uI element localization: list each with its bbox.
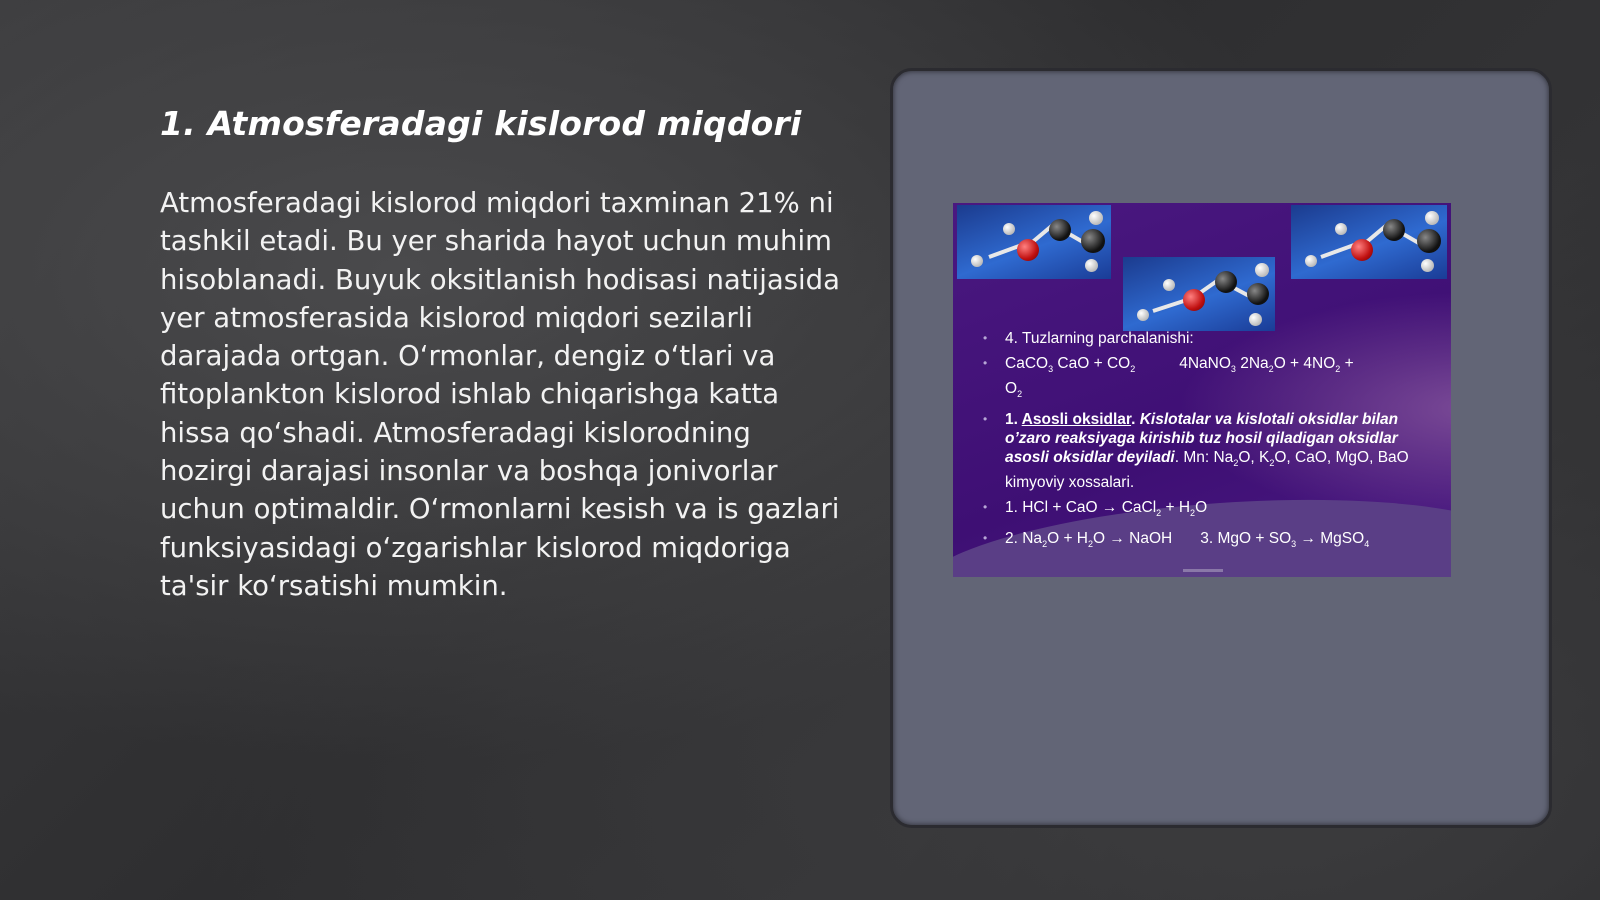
subscript: 2 <box>1017 389 1023 400</box>
slide-progress-mark <box>1183 569 1223 572</box>
formula-text: 2. Na <box>1005 530 1043 548</box>
subscript: 2 <box>1088 539 1094 550</box>
formula-text: O <box>1005 380 1018 398</box>
formula-text: O, CaO, MgO, BaO kimyoviy xossalari. <box>1005 449 1409 492</box>
subscript: 4 <box>1364 539 1370 550</box>
formula-text: 3. MgO + SO <box>1200 530 1292 548</box>
list-item <box>975 354 1435 404</box>
formula-text: Na <box>1213 449 1234 467</box>
formula-text: 4NaNO <box>1179 355 1231 372</box>
subscript: 3 <box>1230 364 1236 375</box>
bullet-number: 1. <box>1005 411 1022 429</box>
molecule-image <box>957 205 1111 279</box>
image-card <box>890 68 1552 828</box>
example-label: . Mn: <box>1174 449 1210 467</box>
list-item <box>975 498 1435 523</box>
subscript: 2 <box>1130 364 1136 375</box>
molecule-image <box>1123 257 1275 331</box>
embedded-slide-image <box>953 203 1451 577</box>
formula-text: + H <box>1161 499 1191 517</box>
formula-text: 1. HCl + CaO → CaCl <box>1005 499 1157 517</box>
embedded-bullet-list <box>975 329 1435 560</box>
formula-text: O + H <box>1047 530 1088 548</box>
slide-body-text: Atmosferadagi kislorod miqdori taxminan 21% ni tashkil etadi. Bu yer sharida hayot uchun muhim hisoblanadi. Buyuk oksitlanish hodisasi natijasida yer atmosferasida kislorod miqdori sezilarli darajada ortgan. O‘rmonlar, dengiz o‘tlari va fitoplankton kislorod ishlab chiqarishga katta hissa qo‘shadi. Atmosferadagi kislorodning hozirgi darajasi insonlar va boshqa jonivorlar uchun optimaldir. O‘rmonlarni kesish va is gazlari funksiyasidagi o‘zgarishlar kislorod miqdoriga ta'sir ko‘rsatishi mumkin. <box>160 187 840 602</box>
punctuation: . <box>1131 411 1140 429</box>
definition-text: Kislotalar va kislotali oksidlar bilan o’zaro reaksiyaga kirishib tuz hosil qiladigan oksidlar asosli oksidlar deyiladi <box>1005 411 1399 467</box>
subscript: 2 <box>1190 508 1196 519</box>
formula-text: 2Na <box>1240 355 1269 372</box>
bullet-text: 4. Tuzlarning parchalanishi: <box>1005 330 1194 347</box>
subscript: 2 <box>1042 539 1048 550</box>
slide-title: 1. Atmosferadagi kislorod miqdori <box>160 104 802 143</box>
subscript: 2 <box>1335 364 1341 375</box>
list-item <box>975 529 1435 554</box>
formula-text: CaCO <box>1005 355 1049 372</box>
subscript: 3 <box>1048 364 1054 375</box>
list-item <box>975 410 1435 492</box>
formula-text: + <box>1340 355 1354 372</box>
subscript: 2 <box>1156 508 1162 519</box>
subscript: 2 <box>1268 364 1274 375</box>
formula-text: O <box>1195 499 1208 517</box>
term-text: Asosli oksidlar <box>1021 411 1132 429</box>
formula-text: CaO + CO <box>1057 355 1131 372</box>
formula-text: O, K <box>1238 449 1270 467</box>
molecule-image <box>1291 205 1447 279</box>
formula-text: O → NaOH <box>1093 530 1173 548</box>
subscript: 3 <box>1291 539 1297 550</box>
list-item <box>975 329 1435 348</box>
formula-text: O + 4NO <box>1273 355 1336 372</box>
subscript: 2 <box>1233 458 1239 469</box>
subscript: 2 <box>1269 458 1275 469</box>
formula-text: → MgSO <box>1296 530 1365 548</box>
